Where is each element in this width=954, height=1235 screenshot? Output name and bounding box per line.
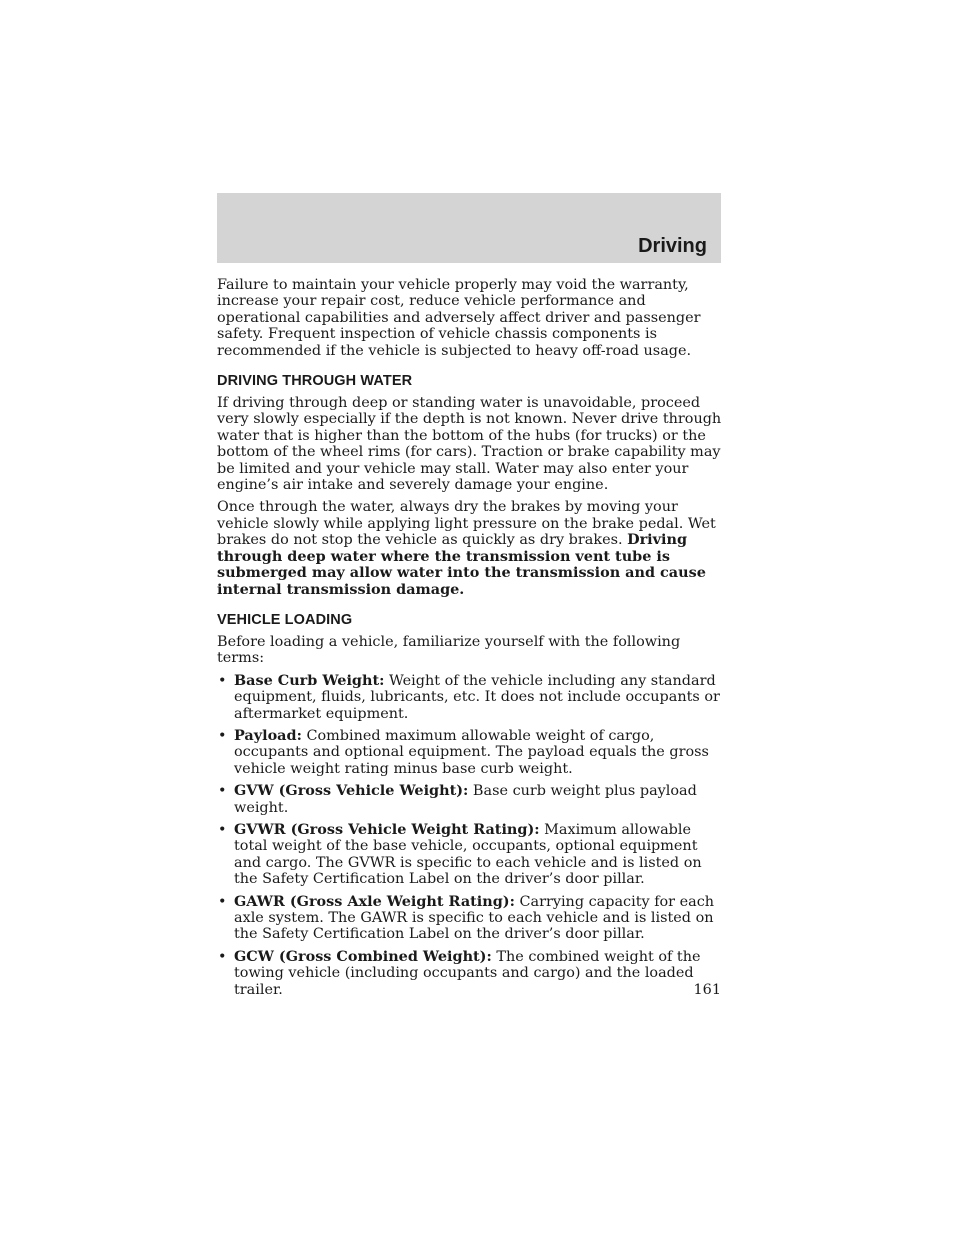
page-number: 161 xyxy=(693,982,721,998)
loading-terms-list xyxy=(217,673,723,998)
term-label: GVW (Gross Vehicle Weight): xyxy=(234,782,469,800)
term-definition: Maximum allowable total weight of the base vehicle, occupants, optional equipment and cargo. The GVWR is specific to each vehicle and is listed on the Safety Certification Label on the driver’s door pillar. xyxy=(234,821,702,888)
term-definition: Weight of the vehicle including any standard equipment, fluids, lubricants, etc. It does not include occupants or aftermarket equipment. xyxy=(234,672,720,722)
bullet-icon: • xyxy=(218,783,227,800)
term-definition: Base curb weight plus payload weight. xyxy=(234,783,697,816)
bullet-icon: • xyxy=(218,893,227,910)
section-title: Driving xyxy=(638,235,707,257)
bullet-icon: • xyxy=(218,727,227,744)
term-definition: Carrying capacity for each axle system. The GAWR is specific to each vehicle and is listed on the Safety Certification Label on the driver’s door pillar. xyxy=(234,893,715,943)
list-item-payload xyxy=(217,728,723,777)
term-definition: The combined weight of the towing vehicle (including occupants and cargo) and the loaded trailer. xyxy=(234,948,701,998)
term-label: GAWR (Gross Axle Weight Rating): xyxy=(234,892,515,910)
list-item-gcw xyxy=(217,949,723,998)
list-item-gawr xyxy=(217,894,723,943)
intro-paragraph: Failure to maintain your vehicle properly may void the warranty, increase your repair cost, reduce vehicle performance and operational capabilities and adversely affect driver and passenger safety. Frequent inspection of vehicle chassis components is recommended if the vehicle is subjected to heavy off-road usage. xyxy=(217,277,701,359)
heading-vehicle-loading: VEHICLE LOADING xyxy=(217,611,353,628)
list-item-base-curb-weight xyxy=(217,673,723,722)
bullet-icon: • xyxy=(218,672,227,689)
term-label: GCW (Gross Combined Weight): xyxy=(234,947,492,965)
water-warning-text: Driving through deep water where the transmission vent tube is submerged may allow water into the transmission and cause internal transmission damage. xyxy=(217,531,706,598)
bullet-icon: • xyxy=(218,821,227,838)
term-label: GVWR (Gross Vehicle Weight Rating): xyxy=(234,820,540,838)
term-label: Base Curb Weight: xyxy=(234,671,385,689)
section-header-band xyxy=(217,193,721,263)
term-label: Payload: xyxy=(234,726,302,744)
water-paragraph-2 xyxy=(217,499,723,597)
water-paragraph-1: If driving through deep or standing water is unavoidable, proceed very slowly especially if the depth is not known. Never drive through water that is higher than the bottom of the hubs (for trucks) or the bottom of the wheel rims (for cars). Traction or brake capability may be limited and your vehicle may stall. Water may also enter your engine’s air intake and severely damage your engine. xyxy=(217,395,722,494)
water-paragraph-2-text: Once through the water, always dry the brakes by moving your vehicle slowly while applying light pressure on the brake pedal. Wet brakes do not stop the vehicle as quickly as dry brakes. xyxy=(217,499,716,549)
loading-intro: Before loading a vehicle, familiarize yourself with the following terms: xyxy=(217,633,681,667)
list-item-gvwr xyxy=(217,822,723,888)
page-content xyxy=(217,277,723,1004)
term-definition: Combined maximum allowable weight of cargo, occupants and optional equipment. The payload equals the gross vehicle weight rating minus base curb weight. xyxy=(234,727,709,777)
bullet-icon: • xyxy=(218,948,227,965)
heading-driving-through-water: DRIVING THROUGH WATER xyxy=(217,373,413,390)
list-item-gvw xyxy=(217,783,723,816)
